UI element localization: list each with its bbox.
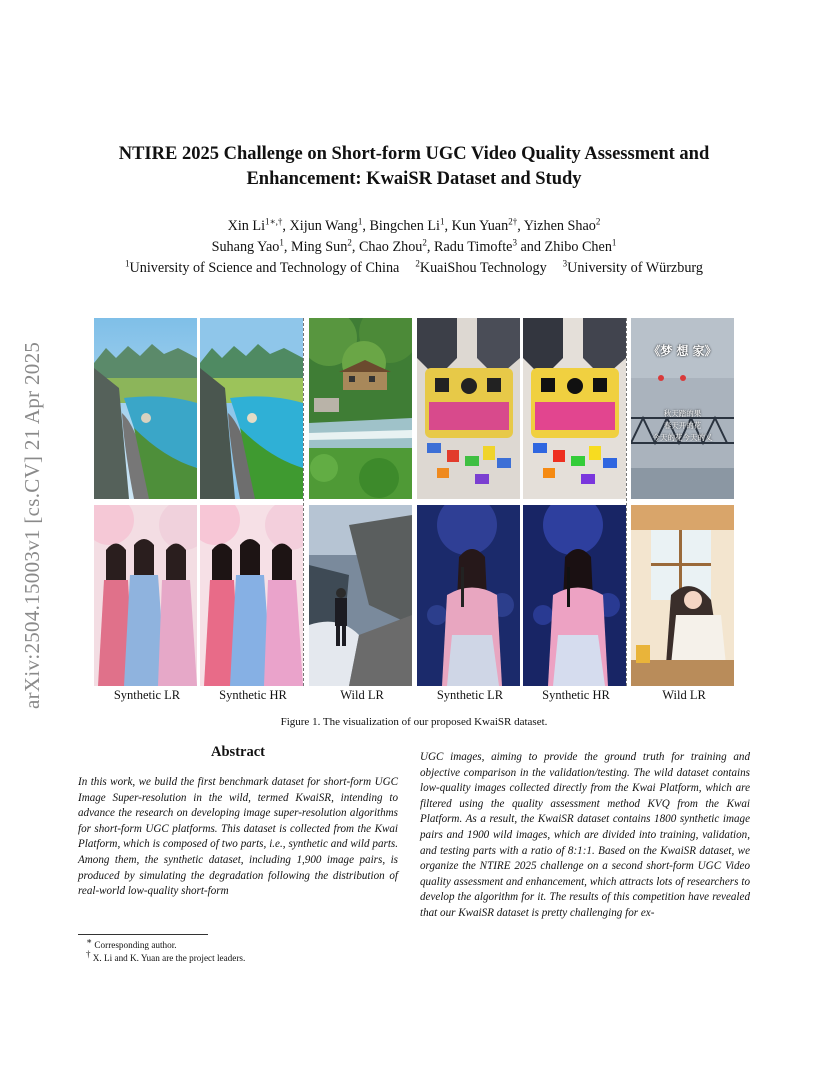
affiliation-3: University of Würzburg bbox=[567, 260, 703, 276]
image-village-wild-lr bbox=[309, 318, 412, 499]
image-landscape-synthetic-hr bbox=[200, 318, 303, 499]
image-anime-girl-wild-lr bbox=[631, 505, 734, 686]
footnote-divider bbox=[78, 934, 208, 935]
affiliation-1: University of Science and Technology of China bbox=[129, 260, 400, 276]
figure-label-wild-lr-2: Wild LR bbox=[662, 688, 706, 702]
paper-title bbox=[80, 142, 748, 192]
left-column bbox=[78, 744, 398, 900]
figure-caption: Figure 1. The visualization of our proposed KwaiSR dataset. bbox=[280, 716, 548, 728]
image-three-women-synthetic-lr bbox=[94, 505, 197, 686]
figure-divider-right bbox=[626, 318, 627, 686]
figure-label-synthetic-lr-2: Synthetic LR bbox=[436, 688, 504, 702]
figure-label-synthetic-hr-1: Synthetic HR bbox=[219, 688, 287, 702]
overlay-subtitle-text: 秋天踏的果 春天开的花 今天的花今天的乂 bbox=[652, 409, 713, 442]
figure-label-synthetic-lr-1: Synthetic LR bbox=[113, 688, 181, 702]
image-singer-synthetic-hr bbox=[523, 505, 626, 686]
abstract-text-left: In this work, we build the first benchmark dataset for short-form UGC Image Super-resolution in the wild, termed KwaiSR, intending to advance the research on developing image super-resolution algorithms for short-form UGC platforms. This dataset is collected from the Kwai Platform, which is composed of two parts, i.e., synthetic and wild parts. Among them, the synthetic dataset, including 1,900 image pairs, is produced by simulating the degradation following the distribution of real-world low-quality short-form bbox=[78, 776, 398, 898]
image-landscape-synthetic-lr bbox=[94, 318, 197, 499]
abstract-text-right: UGC images, aiming to provide the ground truth for training and objective comparison in the validation/testing. The wild dataset contains low-quality images collected directly from the Kwai Platform, which are filtered using the quality assessment method KVQ from the Kwai Platform. As a result, the KwaiSR dataset contains 1800 synthetic image pairs and 1900 wild images, which are divided into training, validation, and testing parts with a ratio of 8:1:1. Based on the KwaiSR dataset, we organize the NTIRE 2025 challenge on a second short-form UGC Video quality assessment and enhancement, which attracts lots of researchers to develop the algorithm for it. The results of this competition have revealed that our KwaiSR dataset is pretty challenging for ex- bbox=[420, 751, 750, 919]
overlay-title-text: 《梦 想 家》 bbox=[648, 344, 717, 358]
footnote-project-leaders: † X. Li and K. Yuan are the project leaders. bbox=[86, 948, 246, 963]
author-block bbox=[80, 216, 748, 279]
arxiv-identifier-stamp: arXiv:2504.15003v1 [cs.CV] 21 Apr 2025 bbox=[20, 341, 44, 709]
figure-label-synthetic-hr-2: Synthetic HR bbox=[542, 688, 610, 702]
image-toy-blocks-synthetic-lr bbox=[417, 318, 520, 499]
author-line-1: Xin $Li^{1∗,\dagger}$, Xijun Wang$^1$, Bingchen Li$^1$, Kun Yuan$^{2\dagger}$, Yizhen Shao$^2$ bbox=[227, 216, 601, 234]
affiliation-line: $^1$University of Science and Technology of China $^2$KuaiShou Technology $^3$University of Würzburg bbox=[125, 258, 703, 276]
footnote-corresponding-author: ∗ Corresponding author. bbox=[86, 935, 177, 950]
figure-1-image-grid bbox=[94, 318, 734, 688]
right-column bbox=[420, 750, 750, 922]
figure-label-wild-lr-1: Wild LR bbox=[340, 688, 384, 702]
footnotes bbox=[86, 935, 396, 965]
image-bridge-wild-lr bbox=[631, 318, 734, 499]
image-toy-blocks-synthetic-hr bbox=[523, 318, 626, 499]
title-line-1: NTIRE 2025 Challenge on Short-form UGC Video Quality Assessment and bbox=[118, 144, 710, 164]
image-man-snow-path-wild-lr bbox=[309, 505, 412, 686]
author-line-2: Suhang Yao$^1$, Ming Sun$^2$, Chao Zhou$^2$, Radu Timofte$^3$ and Zhibo Chen$^1$ bbox=[211, 237, 617, 255]
affiliation-2: KuaiShou Technology bbox=[419, 260, 547, 276]
title-line-2: Enhancement: KwaiSR Dataset and Study bbox=[246, 169, 582, 189]
abstract-heading: Abstract bbox=[211, 744, 265, 760]
figure-divider-left bbox=[303, 318, 304, 686]
image-singer-synthetic-lr bbox=[417, 505, 520, 686]
image-three-women-synthetic-hr bbox=[200, 505, 303, 686]
